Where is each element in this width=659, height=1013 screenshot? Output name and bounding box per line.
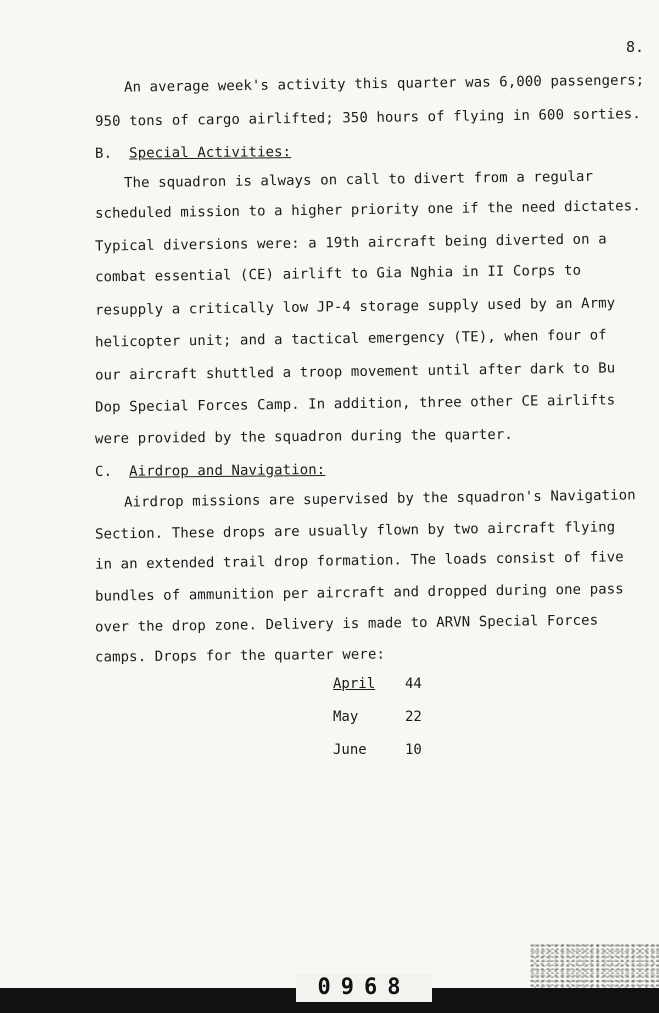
paragraph-line: An average week's activity this quarter was 6,000 passengers; [123, 72, 645, 96]
drops-month: April [333, 676, 376, 692]
document-id-stamp: 0968 [296, 974, 432, 1002]
drops-month: June [333, 742, 367, 758]
section-b-line: scheduled mission to a higher priority one if the need dictates. [94, 198, 641, 222]
section-c-line: in an extended trail drop formation. The loads consist of five [94, 549, 624, 573]
section-b-heading [95, 144, 291, 162]
section-b-line: combat essential (CE) airlift to Gia Nghia in II Corps to [94, 262, 582, 286]
drops-count: 10 [405, 742, 422, 758]
section-b-line: our aircraft shuttled a troop movement until after dark to Bu [94, 360, 616, 384]
page-number: 8. [626, 38, 645, 56]
section-b-label: B. [94, 145, 113, 162]
section-c-line: over the drop zone. Delivery is made to ARVN Special Forces [94, 612, 599, 636]
section-b-line: helicopter unit; and a tactical emergency (TE), when four of [94, 327, 607, 351]
drops-count: 22 [405, 709, 422, 725]
section-b-line: The squadron is always on call to divert from a regular [123, 168, 594, 192]
section-c-heading [95, 462, 325, 480]
section-b-line: were provided by the squadron during the quarter. [94, 426, 513, 448]
section-c-label: C. [94, 463, 113, 481]
section-c-line: Airdrop missions are supervised by the squadron's Navigation [123, 487, 636, 511]
section-b-line: Typical diversions were: a 19th aircraft being diverted on a [94, 231, 607, 255]
section-c-line: Section. These drops are usually flown by two aircraft flying [94, 519, 616, 543]
paragraph-line: 950 tons of cargo airlifted; 350 hours of flying in 600 sorties. [94, 106, 641, 130]
section-c-line: bundles of ammunition per aircraft and dropped during one pass [94, 581, 624, 605]
section-c-line: camps. Drops for the quarter were: [94, 646, 386, 666]
section-c-title: Airdrop and Navigation: [129, 461, 326, 480]
drops-count: 44 [405, 676, 422, 692]
scan-speckle [530, 942, 659, 988]
section-b-line: Dop Special Forces Camp. In addition, three other CE airlifts [94, 392, 616, 416]
drops-month: May [333, 709, 359, 725]
section-b-line: resupply a critically low JP-4 storage supply used by an Army [94, 295, 616, 319]
section-b-title: Special Activities: [129, 144, 292, 162]
